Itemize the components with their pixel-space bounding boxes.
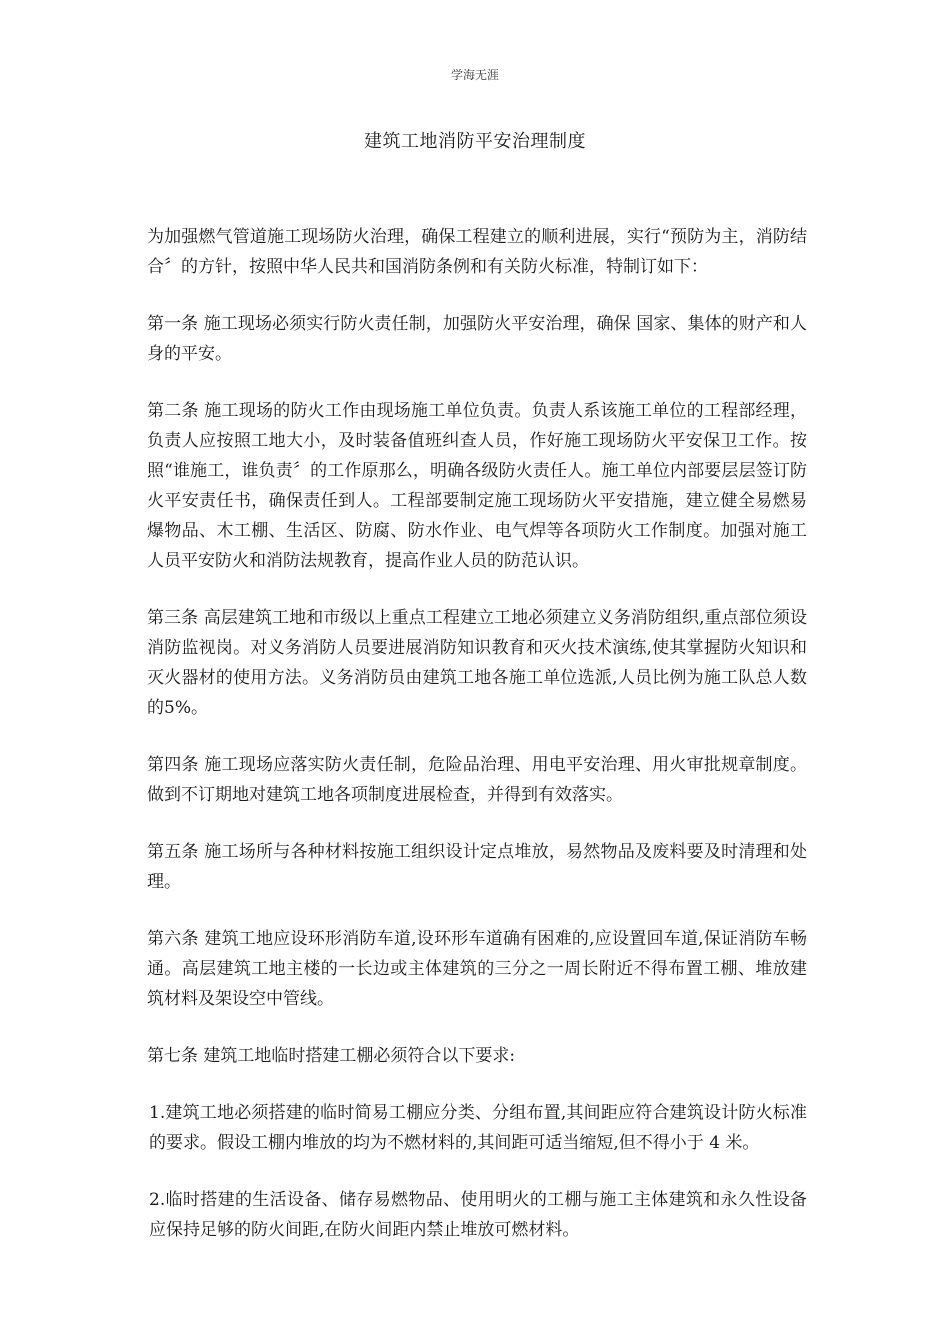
article-7-paragraph: 第七条 建筑工地临时搭建工棚必须符合以下要求: [147,1046,516,1066]
intro-paragraph: 为加强燃气管道施工现场防火治理，确保工程建立的顺利进展，实行“预防为主，消防结合〞的方针，按照中华人民共和国消防条例和有关防火标准，特制订如下： [147,227,807,277]
article-3-paragraph: 第三条 高层建筑工地和市级以上重点工程建立工地必须建立义务消防组织,重点部位须设消防监视岗。对义务消防人员要进展消防知识教育和灭火技术演练,使其掌握防火知识和灭火器材的使用方法。义务消防员由建筑工地各施工单位选派,人员比例为施工队总人数的5%。 [147,608,807,718]
document-title: 建筑工地消防平安治理制度 [364,131,586,152]
article-6-paragraph: 第六条 建筑工地应设环形消防车道,设环形车道确有困难的,应设置回车道,保证消防车畅通。高层建筑工地主楼的一长边或主体建筑的三分之一周长附近不得布置工棚、堆放建筑材料及架设空中管线。 [147,929,807,1009]
article-7-item-2: 2.临时搭建的生活设备、储存易燃物品、使用明火的工棚与施工主体建筑和永久性设备应保持足够的防火间距,在防火间距内禁止堆放可燃材料。 [149,1190,807,1240]
article-1-paragraph: 第一条 施工现场必须实行防火责任制，加强防火平安治理，确保 国家、集体的财产和人身的平安。 [147,314,807,364]
document-body [147,222,807,1272]
article-7-item-1: 1.建筑工地必须搭建的临时简易工棚应分类、分组布置,其间距应符合建筑设计防火标准的要求。假设工棚内堆放的均为不燃材料的,其间距可适当缩短,但不得小于 4 米。 [149,1103,807,1153]
article-5-paragraph: 第五条 施工场所与各种材料按施工组织设计定点堆放，易然物品及废料要及时清理和处理。 [147,842,807,892]
page-header: 学海无涯 [450,68,499,82]
article-2-paragraph: 第二条 施工现场的防火工作由现场施工单位负责。负责人系该施工单位的工程部经理，负责人应按照工地大小，及时装备值班纠查人员，作好施工现场防火平安保卫工作。按照“谁施工，谁负责〞的工作原那么，明确各级防火责任人。施工单位内部要层层签订防火平安责任书，确保责任到人。工程部要制定施工现场防火平安措施，建立健全易燃易爆物品、木工棚、生活区、防腐、防水作业、电气焊等各项防火工作制度。加强对施工人员平安防火和消防法规教育，提高作业人员的防范认识。 [147,401,807,571]
article-4-paragraph: 第四条 施工现场应落实防火责任制，危险品治理、用电平安治理、用火审批规章制度。做到不订期地对建筑工地各项制度进展检查，并得到有效落实。 [147,755,807,805]
